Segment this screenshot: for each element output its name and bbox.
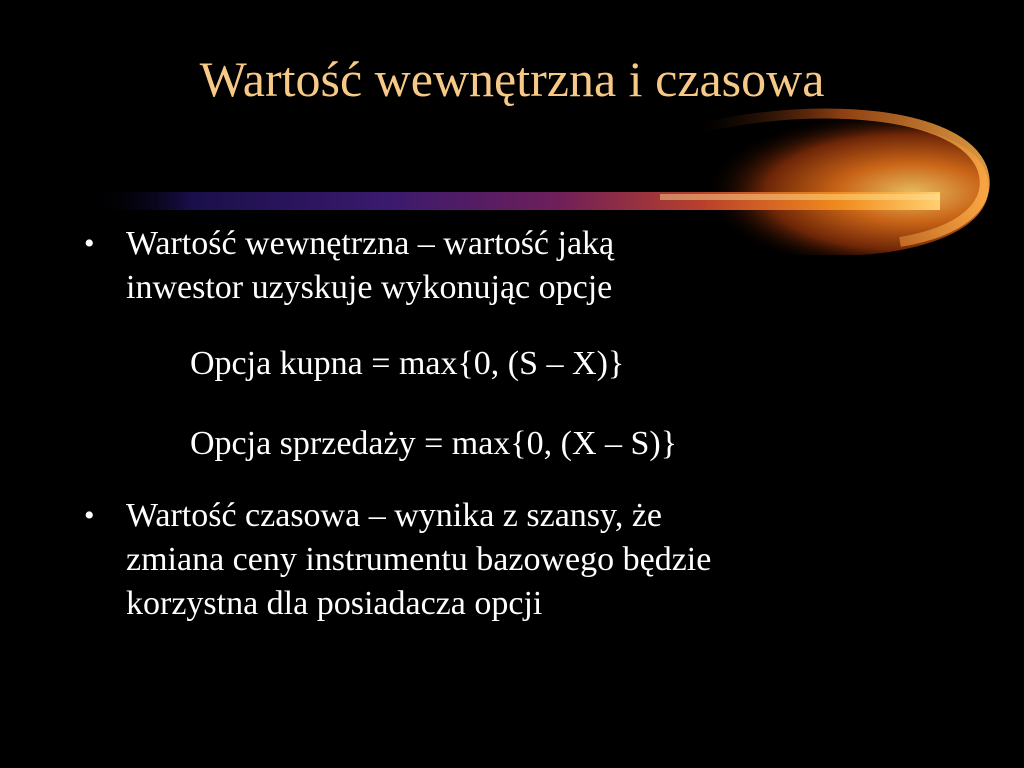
slide-title: Wartość wewnętrzna i czasowa	[199, 51, 825, 107]
bullet-item-time-value	[84, 494, 984, 626]
bullet-marker: •	[84, 227, 95, 260]
bullet-line: korzystna dla posiadacza opcji	[126, 585, 543, 622]
slide-body	[84, 222, 984, 626]
bullet-marker: •	[84, 499, 95, 532]
bullet-line: Wartość wewnętrzna – wartość jaką	[126, 225, 615, 262]
bullet-line: inwestor uzyskuje wykonując opcje	[126, 269, 613, 306]
formula-put-option: Opcja sprzedaży = max{0, (X – S)}	[190, 425, 678, 462]
bullet-line: Wartość czasowa – wynika z szansy, że	[126, 497, 662, 534]
bullet-line: zmiana ceny instrumentu bazowego będzie	[126, 541, 712, 578]
bullet-item-intrinsic-value	[84, 222, 984, 310]
formula-call-option: Opcja kupna = max{0, (S – X)}	[190, 345, 625, 382]
